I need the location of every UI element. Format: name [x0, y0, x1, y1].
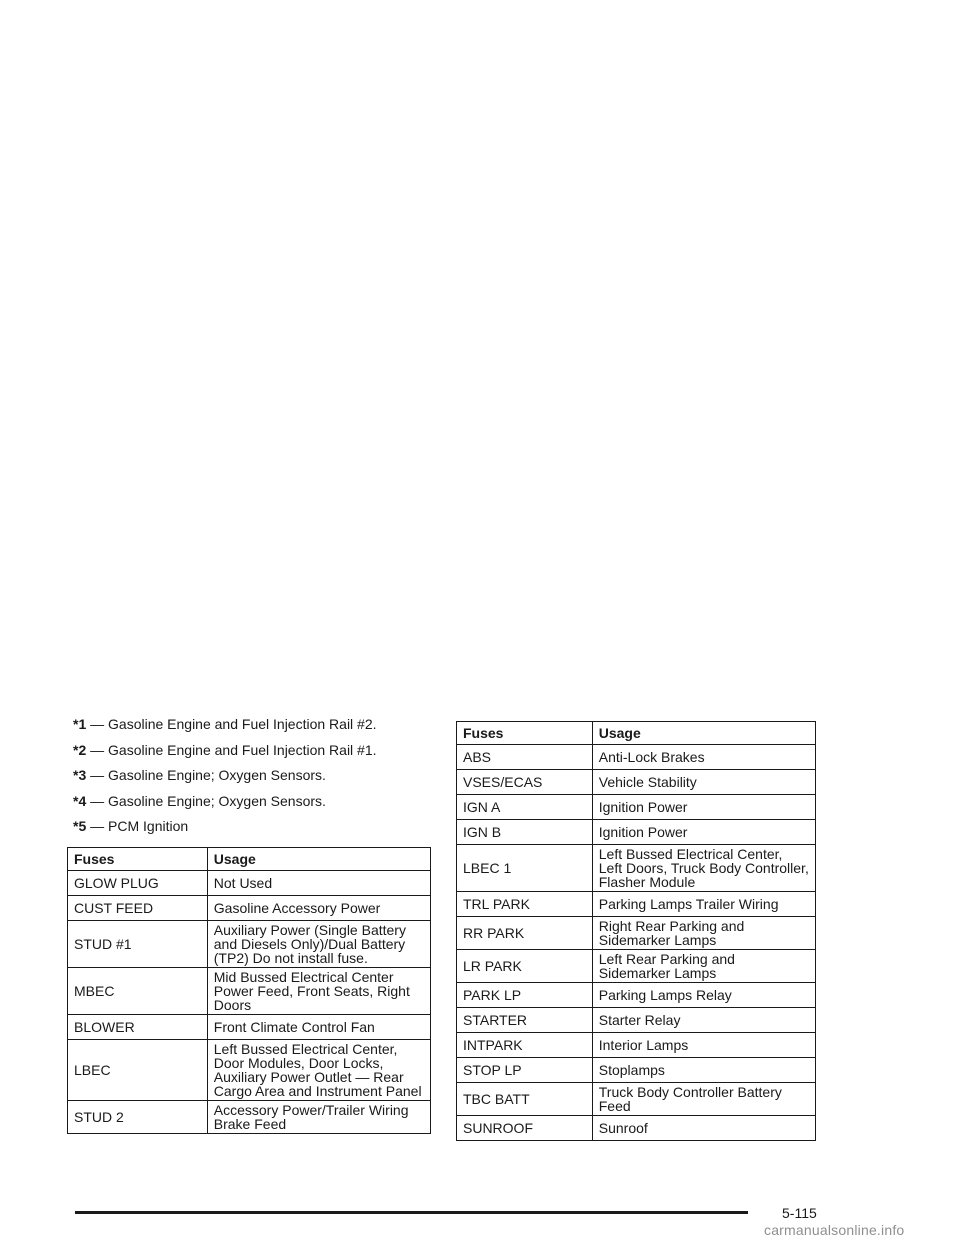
footnote: [73, 716, 443, 733]
usage-cell: Right Rear Parking and Sidemarker Lamps: [592, 917, 815, 950]
usage-cell: Vehicle Stability: [592, 770, 815, 795]
fuse-cell: CUST FEED: [68, 896, 208, 921]
fuse-cell: LBEC: [68, 1040, 208, 1101]
fuse-cell: SUNROOF: [457, 1116, 593, 1141]
table-row: [457, 983, 816, 1008]
table-row: [68, 871, 431, 896]
usage-cell: Not Used: [207, 871, 430, 896]
fuse-cell: LR PARK: [457, 950, 593, 983]
fuse-cell: BLOWER: [68, 1015, 208, 1040]
fuse-cell: STOP LP: [457, 1058, 593, 1083]
table-row: [68, 896, 431, 921]
fuse-cell: STUD #1: [68, 921, 208, 968]
table-row: [457, 892, 816, 917]
watermark: carmanualsonline.info: [764, 1222, 905, 1238]
table-header-row: [457, 722, 816, 745]
table-row: [68, 968, 431, 1015]
usage-cell: Mid Bussed Electrical Center Power Feed, Front Seats, Right Doors: [207, 968, 430, 1015]
header-usage: Usage: [592, 722, 815, 745]
footnote-text: — Gasoline Engine; Oxygen Sensors.: [86, 792, 326, 809]
usage-cell: Interior Lamps: [592, 1033, 815, 1058]
fuse-cell: INTPARK: [457, 1033, 593, 1058]
fuse-cell: GLOW PLUG: [68, 871, 208, 896]
fuse-cell: TRL PARK: [457, 892, 593, 917]
fuse-cell: STARTER: [457, 1008, 593, 1033]
header-fuses: Fuses: [457, 722, 593, 745]
usage-cell: Auxiliary Power (Single Battery and Diesels Only)/Dual Battery (TP2) Do not install fuse.: [207, 921, 430, 968]
usage-cell: Ignition Power: [592, 795, 815, 820]
table-row: [457, 1058, 816, 1083]
table-row: [68, 1040, 431, 1101]
usage-cell: Accessory Power/Trailer Wiring Brake Feed: [207, 1101, 430, 1134]
table-row: [457, 950, 816, 983]
footnotes: [73, 716, 443, 844]
fuse-table-right: [456, 721, 816, 1141]
table-header-row: [68, 848, 431, 871]
fuse-cell: STUD 2: [68, 1101, 208, 1134]
footnote: [73, 767, 443, 784]
table-row: [457, 1008, 816, 1033]
footnote-text: — PCM Ignition: [86, 818, 189, 834]
header-fuses: Fuses: [68, 848, 208, 871]
footnote-marker: *1: [73, 716, 87, 732]
usage-cell: Left Bussed Electrical Center, Door Modules, Door Locks, Auxiliary Power Outlet — Rear Cargo Area and Instrument Panel: [207, 1040, 430, 1101]
footnote-marker: *3: [73, 767, 87, 783]
fuse-cell: IGN B: [457, 820, 593, 845]
table-row: [457, 1033, 816, 1058]
fuse-cell: LBEC 1: [457, 845, 593, 892]
footnote-marker: *5: [73, 818, 87, 834]
table-row: [68, 1015, 431, 1040]
usage-cell: Front Climate Control Fan: [207, 1015, 430, 1040]
table-row: [457, 845, 816, 892]
footnote-marker: *4: [73, 792, 87, 809]
table-row: [457, 917, 816, 950]
usage-cell: Sunroof: [592, 1116, 815, 1141]
fuse-cell: PARK LP: [457, 983, 593, 1008]
footnote-marker: *2: [73, 741, 87, 758]
footnote-text: — Gasoline Engine and Fuel Injection Rail #1.: [86, 741, 377, 758]
footnote-text: — Gasoline Engine and Fuel Injection Rail #2.: [86, 716, 377, 732]
usage-cell: Starter Relay: [592, 1008, 815, 1033]
footnote: [73, 742, 443, 759]
fuse-cell: RR PARK: [457, 917, 593, 950]
table-row: [457, 1116, 816, 1141]
fuse-table-left: [67, 847, 431, 1134]
table-row: [457, 820, 816, 845]
table-row: [68, 921, 431, 968]
table-row: [68, 1101, 431, 1134]
usage-cell: Stoplamps: [592, 1058, 815, 1083]
usage-cell: Truck Body Controller Battery Feed: [592, 1083, 815, 1116]
usage-cell: Parking Lamps Relay: [592, 983, 815, 1008]
table-row: [457, 795, 816, 820]
usage-cell: Anti-Lock Brakes: [592, 745, 815, 770]
footnote: [73, 793, 443, 810]
table-row: [457, 770, 816, 795]
fuse-cell: ABS: [457, 745, 593, 770]
footer-rule: [75, 1211, 748, 1214]
footnote: [73, 818, 443, 835]
usage-cell: Parking Lamps Trailer Wiring: [592, 892, 815, 917]
fuse-cell: MBEC: [68, 968, 208, 1015]
fuse-cell: TBC BATT: [457, 1083, 593, 1116]
usage-cell: Ignition Power: [592, 820, 815, 845]
fuse-cell: VSES/ECAS: [457, 770, 593, 795]
usage-cell: Left Bussed Electrical Center, Left Doors, Truck Body Controller, Flasher Module: [592, 845, 815, 892]
table-row: [457, 745, 816, 770]
usage-cell: Gasoline Accessory Power: [207, 896, 430, 921]
header-usage: Usage: [207, 848, 430, 871]
usage-cell: Left Rear Parking and Sidemarker Lamps: [592, 950, 815, 983]
page-number: 5-115: [782, 1205, 817, 1221]
fuse-cell: IGN A: [457, 795, 593, 820]
table-row: [457, 1083, 816, 1116]
footnote-text: — Gasoline Engine; Oxygen Sensors.: [86, 767, 326, 783]
